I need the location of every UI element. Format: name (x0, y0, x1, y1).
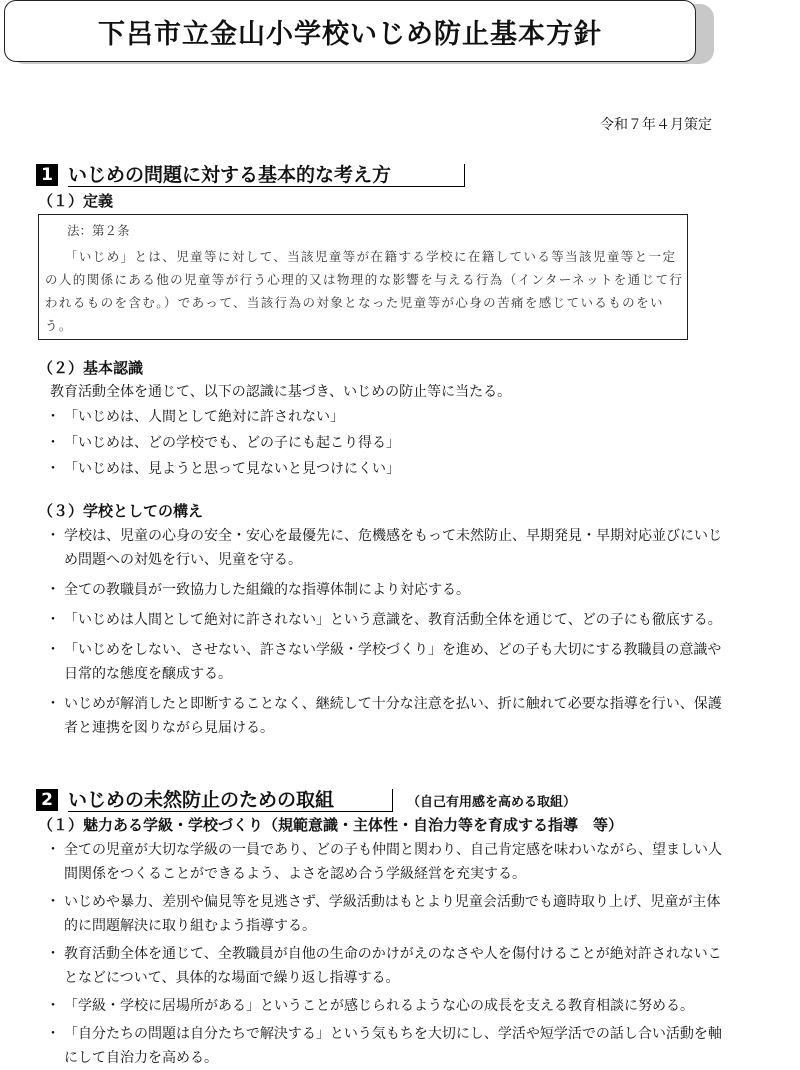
subsection-attractive-class: （１）魅力ある学級・学校づくり（規範意識・主体性・自治力等を育成する指導 等） (38, 816, 624, 834)
list-item: ・ 「学級・学校に居場所がある」ということが感じられるような心の成長を支える教育相談に努める。 (52, 994, 730, 1018)
basic-recognition-intro: 教育活動全体を通じて、以下の認識に基づき、いじめの防止等に当たる。 (50, 384, 512, 400)
attractive-class-list (52, 838, 730, 1070)
list-item: ・ 「いじめをしない、させない、許さない学級・学校づくり」を進め、どの子も大切にする教職員の意識や日常的な態度を醸成する。 (52, 638, 730, 686)
list-item: ・ いじめが解消したと即断することなく、継続して十分な注意を払い、折に触れて必要な指導を行い、保護者と連携を図りながら見届ける。 (52, 692, 730, 740)
title-box (4, 0, 696, 62)
section-title: いじめの未然防止のための取組 (68, 789, 393, 812)
section-title: いじめの問題に対する基本的な考え方 (68, 164, 465, 187)
section-number: 1 (36, 164, 58, 186)
list-item: ・ 全ての教職員が一致協力した組織的な指導体制により対応する。 (52, 578, 730, 602)
subsection-definition: （１）定義 (38, 192, 114, 210)
list-item: ・ 「いじめは、人間として絶対に許されない」 (52, 404, 712, 430)
school-stance-list (52, 524, 730, 746)
list-item: ・ 「自分たちの問題は自分たちで解決する」という気もちを大切にし、学活や短学活での話し合い活動を軸にして自治力を高める。 (52, 1022, 730, 1070)
section-note: （自己有用感を高める取組） (407, 794, 577, 810)
subsection-school-stance: （３）学校としての構え (38, 502, 204, 520)
list-item: ・ 「いじめは、見ようと思って見ないと見つけにくい」 (52, 456, 712, 482)
subsection-basic-recognition: （２）基本認識 (38, 359, 144, 377)
law-article: 法：第２条 (67, 223, 130, 238)
section-number: 2 (36, 789, 58, 811)
list-item: ・ 教育活動全体を通じて、全教職員が自他の生命のかけがえのなさや人を傷付けることが絶対許されないことなどについて、具体的な場面で繰り返し指導する。 (52, 942, 730, 990)
list-item: ・ 「いじめは、どの学校でも、どの子にも起こり得る」 (52, 430, 712, 456)
list-item: ・ 学校は、児童の心身の安全・安心を最優先に、危機感をもって未然防止、早期発見・早期対応並びにいじめ問題への対処を行い、児童を守る。 (52, 524, 730, 572)
section-2-header (36, 788, 576, 812)
basic-recognition-list (52, 404, 712, 482)
section-1-header (36, 163, 465, 187)
list-item: ・ 「いじめは人間として絶対に許されない」という意識を、教育活動全体を通じて、どの子にも徹底する。 (52, 608, 730, 632)
list-item: ・ いじめや暴力、差別や偏見等を見逃さず、学級活動はもとより児童会活動でも適時取り上げ、児童が主体的に問題解決に取り組むよう指導する。 (52, 890, 730, 938)
list-item: ・ 全ての児童が大切な学級の一員であり、どの子も仲間と関わり、自己肯定感を味わいながら、望ましい人間関係をつくることができるよう、よさを認め合う学級経営を充実する。 (52, 838, 730, 886)
law-quote-box (38, 214, 688, 340)
law-text: 「いじめ」とは、児童等に対して、当該児童等が在籍する学校に在籍している等当該児童等と一定の人的関係にある他の児童等が行う心理的又は物理的な影響を与える行為（インターネットを通じて行われるものを含む。）であって、当該行為の対象となった児童等が心身の苦痛を感じているものをいう。 (45, 249, 684, 333)
document-title: 下呂市立金山小学校いじめ防止基本方針 (98, 18, 602, 50)
revision-date: 令和７年４月策定 (600, 117, 712, 133)
